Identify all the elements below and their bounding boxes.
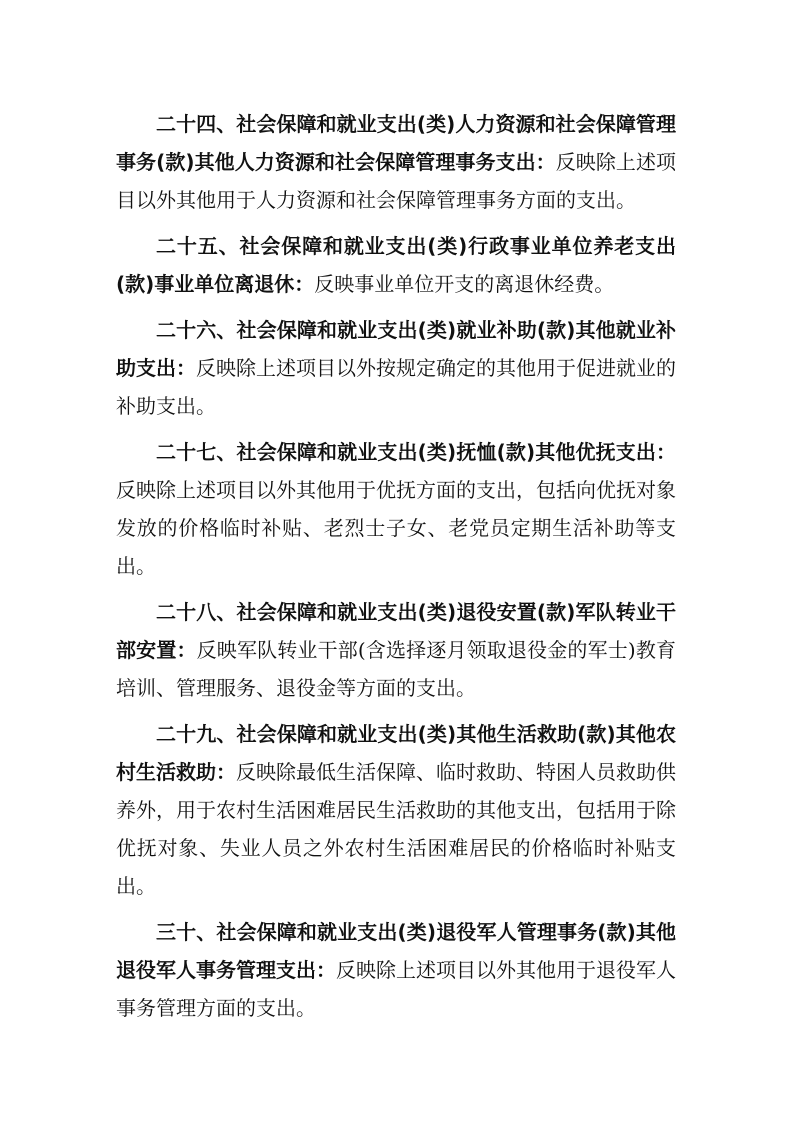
paragraph-25-heading: 二十五、社会保障和就业支出(类)行政事业单位养老支出(款)事业单位离退休： xyxy=(116,234,676,296)
paragraph-27 xyxy=(116,433,676,585)
paragraph-24-body: 反映除上述项目以外其他用于人力资源和社会保障管理事务方面的支出。 xyxy=(116,150,677,212)
paragraph-24 xyxy=(116,105,676,219)
paragraph-26 xyxy=(116,311,676,425)
paragraph-26-heading: 二十六、社会保障和就业支出(类)就业补助(款)其他就业补助支出： xyxy=(116,318,676,380)
paragraph-28-heading: 二十八、社会保障和就业支出(类)退役安置(款)军队转业干部安置： xyxy=(116,600,676,662)
paragraph-27-body: 反映除上述项目以外其他用于优抚方面的支出，包括向优抚对象发放的价格临时补贴、老烈士子女、老党员定期生活补助等支出。 xyxy=(116,478,676,578)
paragraph-25 xyxy=(116,227,676,303)
paragraph-29-heading: 二十九、社会保障和就业支出(类)其他生活救助(款)其他农村生活救助： xyxy=(116,722,676,784)
paragraph-25-body: 反映事业单位开支的离退休经费。 xyxy=(314,272,615,296)
paragraph-30-body: 反映除上述项目以外其他用于退役军人事务管理方面的支出。 xyxy=(116,958,676,1020)
paragraph-30-heading: 三十、社会保障和就业支出(类)退役军人管理事务(款)其他退役军人事务管理支出： xyxy=(116,920,676,982)
paragraph-29 xyxy=(116,715,676,905)
paragraph-24-heading: 二十四、社会保障和就业支出(类)人力资源和社会保障管理事务(款)其他人力资源和社会保障管理事务支出： xyxy=(116,112,676,174)
paragraph-29-body: 反映除最低生活保障、临时救助、特困人员救助供养外，用于农村生活困难居民生活救助的其他支出，包括用于除优抚对象、失业人员之外农村生活困难居民的价格临时补贴支出。 xyxy=(116,760,676,898)
document-page xyxy=(116,105,676,1035)
paragraph-26-body: 反映除上述项目以外按规定确定的其他用于促进就业的补助支出。 xyxy=(116,356,676,418)
paragraph-27-heading: 二十七、社会保障和就业支出(类)抚恤(款)其他优抚支出： xyxy=(156,440,676,464)
paragraph-28-body: 反映军队转业干部(含选择逐月领取退役金的军士)教育培训、管理服务、退役金等方面的支出。 xyxy=(116,638,677,700)
paragraph-28 xyxy=(116,593,676,707)
paragraph-30 xyxy=(116,913,676,1027)
